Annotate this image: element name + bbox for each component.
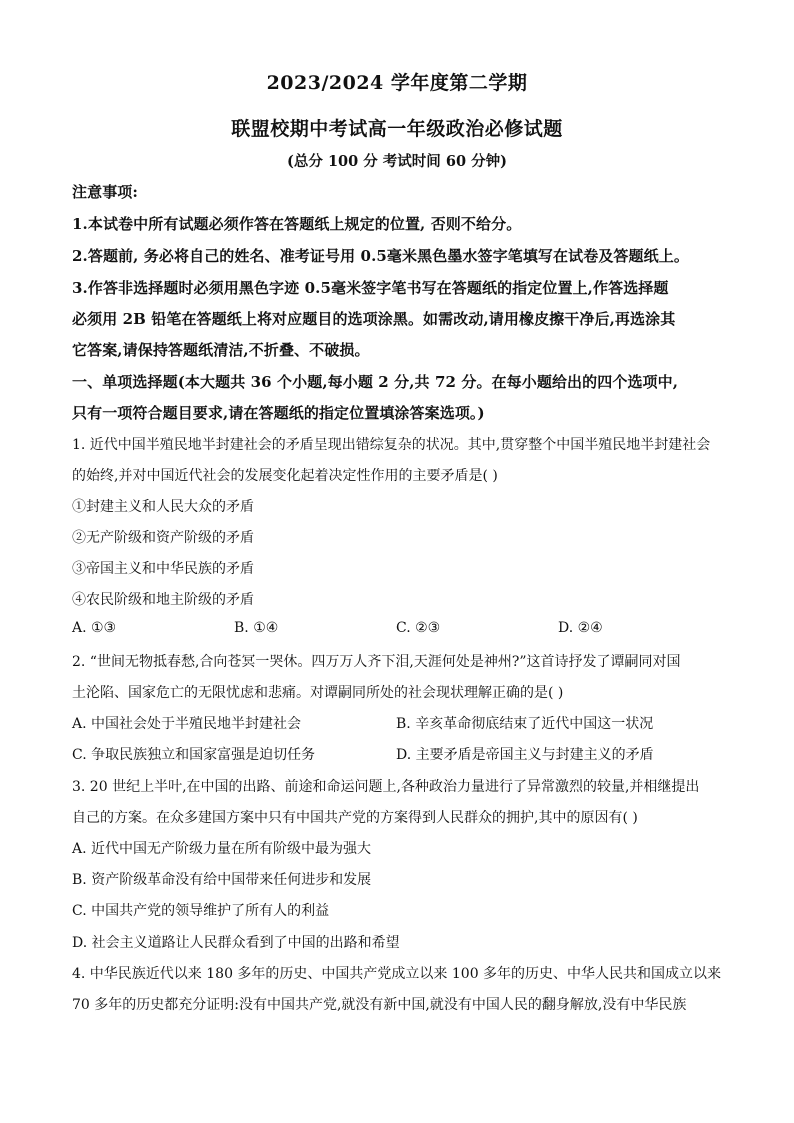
question-1-option-d: D. ②④ bbox=[558, 620, 603, 636]
section-1-heading-line-2: 只有一项符合题目要求,请在答题纸的指定位置填涂答案选项。) bbox=[72, 404, 485, 422]
question-1-option-b: B. ①④ bbox=[234, 620, 279, 636]
section-1-heading-line-1: 一、单项选择题(本大题共 36 个小题,每小题 2 分,共 72 分。在每小题给出的四个选项中, bbox=[72, 373, 679, 391]
question-1-statement-2: ②无产阶级和资产阶级的矛盾 bbox=[72, 530, 254, 546]
question-1-stem-line-1: 1. 近代中国半殖民地半封建社会的矛盾呈现出错综复杂的状况。其中,贯穿整个中国半殖民地半封建社会 bbox=[72, 437, 711, 453]
question-3-option-a: A. 近代中国无产阶级力量在所有阶级中最为强大 bbox=[72, 841, 372, 857]
question-2-stem-line-1: 2. “世间无物抵春愁,合向苍冥一哭休。四万万人齐下泪,天涯何处是神州?”这首诗抒发了谭嗣同对国 bbox=[72, 654, 681, 670]
question-3-option-c: C. 中国共产党的领导维护了所有人的利益 bbox=[72, 903, 330, 919]
question-1-statement-4: ④农民阶级和地主阶级的矛盾 bbox=[72, 592, 254, 608]
question-1-option-c: C. ②③ bbox=[396, 620, 441, 636]
question-1-statement-1: ①封建主义和人民大众的矛盾 bbox=[72, 499, 254, 515]
notice-item-2: 2.答题前, 务必将自己的姓名、准考证号用 0.5毫米黑色墨水签字笔填写在试卷及答题纸上。 bbox=[72, 247, 689, 265]
exam-title-subject: 联盟校期中考试高一年级政治必修试题 bbox=[231, 118, 563, 140]
question-3-stem-line-1: 3. 20 世纪上半叶,在中国的出路、前途和命运问题上,各种政治力量进行了异常激烈的较量,并相继提出 bbox=[72, 779, 700, 795]
question-2-stem-line-2: 土沦陷、国家危亡的无限忧虑和悲痛。对谭嗣同所处的社会现状理解正确的是( ) bbox=[72, 685, 564, 701]
question-2-option-d: D. 主要矛盾是帝国主义与封建主义的矛盾 bbox=[396, 747, 654, 763]
question-4-stem-line-1: 4. 中华民族近代以来 180 多年的历史、中国共产党成立以来 100 多年的历史、中华人民共和国成立以来 bbox=[72, 966, 722, 982]
question-1-option-a: A. ①③ bbox=[72, 620, 117, 636]
notice-item-3-line-3: 它答案,请保持答题纸清洁,不折叠、不破损。 bbox=[72, 341, 370, 359]
question-3-option-d: D. 社会主义道路让人民群众看到了中国的出路和希望 bbox=[72, 935, 400, 951]
notice-item-3-line-2: 必须用 2B 铅笔在答题纸上将对应题目的选项涂黑。如需改动,请用橡皮擦干净后,再选涂其 bbox=[72, 310, 676, 328]
question-1-stem-line-2: 的始终,并对中国近代社会的发展变化起着决定性作用的主要矛盾是( ) bbox=[72, 468, 498, 484]
notice-heading: 注意事项: bbox=[72, 183, 139, 201]
notice-item-1: 1.本试卷中所有试题必须作答在答题纸上规定的位置, 否则不给分。 bbox=[72, 215, 522, 233]
question-2-option-b: B. 辛亥革命彻底结束了近代中国这一状况 bbox=[396, 716, 654, 732]
exam-subtitle: (总分 100 分 考试时间 60 分钟) bbox=[287, 153, 507, 170]
question-3-stem-line-2: 自己的方案。在众多建国方案中只有中国共产党的方案得到人民群众的拥护,其中的原因有( ) bbox=[72, 810, 638, 826]
question-3-option-b: B. 资产阶级革命没有给中国带来任何进步和发展 bbox=[72, 872, 372, 888]
question-2-option-a: A. 中国社会处于半殖民地半封建社会 bbox=[72, 716, 302, 732]
question-1-statement-3: ③帝国主义和中华民族的矛盾 bbox=[72, 561, 254, 577]
question-4-stem-line-2: 70 多年的历史都充分证明:没有中国共产党,就没有新中国,就没有中国人民的翻身解放,没有中华民族 bbox=[72, 997, 687, 1013]
exam-title-term: 2023/2024 学年度第二学期 bbox=[266, 72, 528, 94]
question-2-option-c: C. 争取民族独立和国家富强是迫切任务 bbox=[72, 747, 316, 763]
notice-item-3-line-1: 3.作答非选择题时必须用黑色字迹 0.5毫米签字笔书写在答题纸的指定位置上,作答选择题 bbox=[72, 279, 669, 297]
